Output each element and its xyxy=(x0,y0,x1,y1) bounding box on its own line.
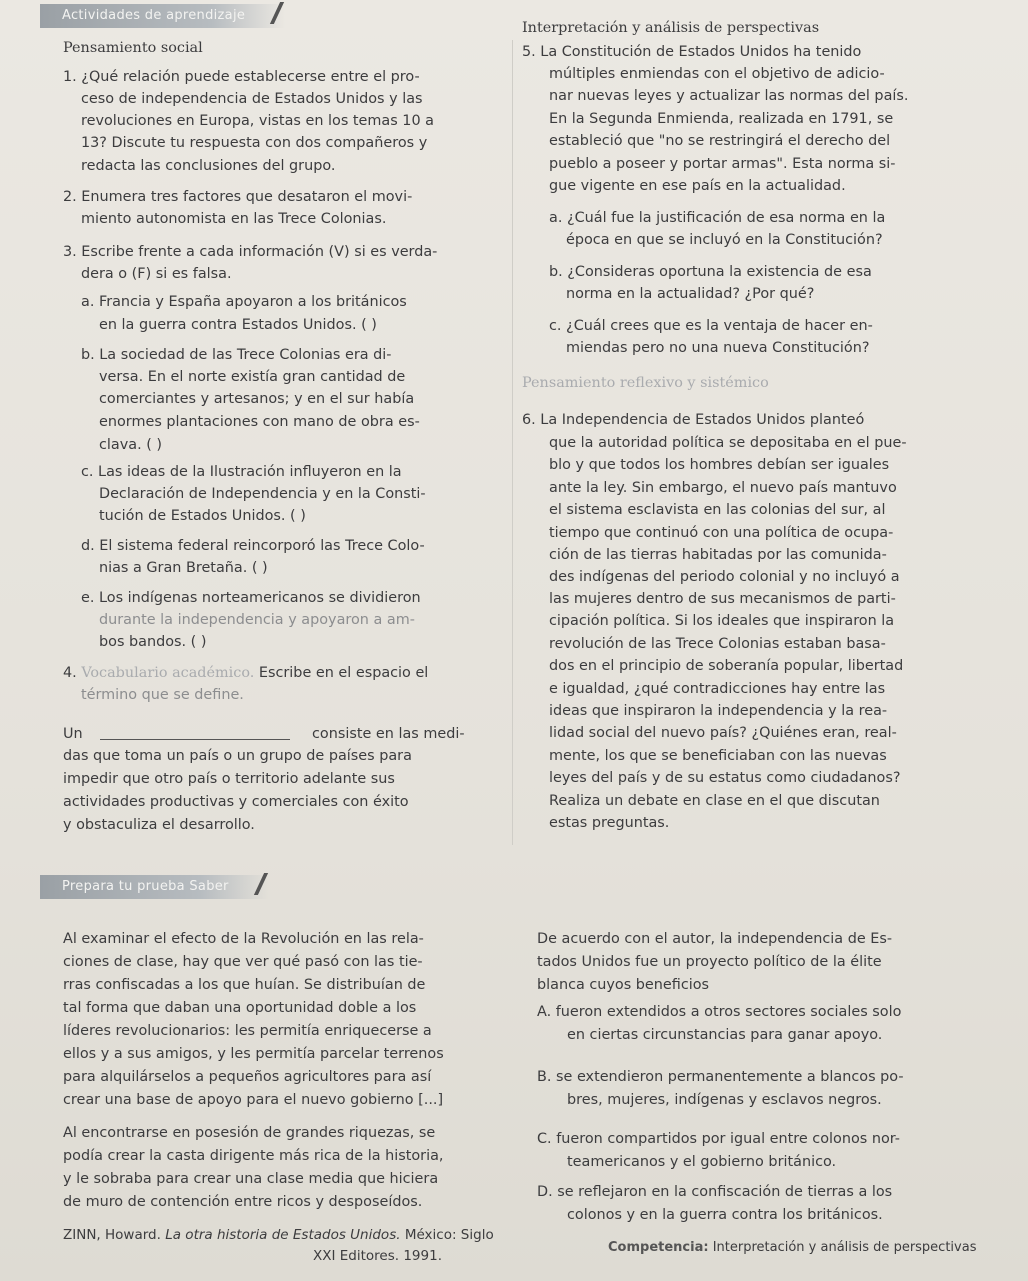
saber-banner-title: Prepara tu prueba Saber xyxy=(62,879,229,894)
option-a-line: A. fueron extendidos a otros sectores sociales solo xyxy=(537,1004,902,1020)
q6-line: estas preguntas. xyxy=(549,815,670,831)
q5b-line: norma en la actualidad? ¿Por qué? xyxy=(566,286,815,302)
q3b-line: comerciantes y artesanos; y en el sur había xyxy=(99,391,415,407)
q3d-line: nias a Gran Bretaña. ( ) xyxy=(99,560,268,576)
passage-line: podía crear la casta dirigente más rica de la historia, xyxy=(63,1148,444,1164)
q4-def-line: y obstaculiza el desarrollo. xyxy=(63,817,255,833)
q3c-line: c. Las ideas de la Ilustración influyeron en la xyxy=(81,464,402,480)
competencia-label: Competencia: xyxy=(608,1240,709,1255)
option-c-line: teamericanos y el gobierno británico. xyxy=(567,1154,837,1170)
activities-banner-title: Actividades de aprendizaje xyxy=(62,8,246,23)
q6-line: tiempo que continuó con una política de ocupa- xyxy=(549,525,894,541)
q4-title: Vocabulario académico. xyxy=(81,665,255,681)
q6-line: ción de las tierras habitadas por las comunida- xyxy=(549,547,887,563)
q4-heading xyxy=(63,665,428,682)
q5-line: En la Segunda Enmienda, realizada en 1791, se xyxy=(549,111,894,127)
q5-line: nar nuevas leyes y actualizar las normas del país. xyxy=(549,88,909,104)
question-line: blanca cuyos beneficios xyxy=(537,977,710,993)
passage-line: líderes revolucionarios: les permitía enriquecerse a xyxy=(63,1023,432,1039)
passage-line: tal forma que daban una oportunidad doble a los xyxy=(63,1000,417,1016)
q6-line: des indígenas del periodo colonial y no incluyó a xyxy=(549,569,900,585)
column-divider xyxy=(512,40,513,845)
q4-def-line: Un xyxy=(63,726,83,742)
q3b-line: enormes plantaciones con mano de obra es- xyxy=(99,414,420,430)
q3b-line: versa. En el norte existía gran cantidad de xyxy=(99,369,406,385)
activities-banner xyxy=(40,4,285,28)
question-line: De acuerdo con el autor, la independencia de Es- xyxy=(537,931,893,947)
q1-line: redacta las conclusiones del grupo. xyxy=(81,158,336,174)
q6-line: revolución de las Trece Colonias estaban basa- xyxy=(549,636,886,652)
q2-line: 2. Enumera tres factores que desataron el movi- xyxy=(63,189,413,205)
q6-line: ante la ley. Sin embargo, el nuevo país mantuvo xyxy=(549,480,897,496)
q1-line: ceso de independencia de Estados Unidos y las xyxy=(81,91,423,107)
q6-line: lidad social del nuevo país? ¿Quiénes eran, real- xyxy=(549,725,897,741)
citation-line-2: XXI Editores. 1991. xyxy=(313,1248,442,1264)
q5a-line: época en que se incluyó en la Constitución? xyxy=(566,232,883,248)
passage-line: de muro de contención entre ricos y desposeídos. xyxy=(63,1194,423,1210)
q6-line: ideas que inspiraron la independencia y la rea- xyxy=(549,703,888,719)
q5-line: pueblo a poseer y portar armas". Esta norma si- xyxy=(549,156,896,172)
q3e-line: e. Los indígenas norteamericanos se dividieron xyxy=(81,590,421,606)
q4-instruction: Escribe en el espacio el xyxy=(258,665,429,681)
q3a-line: en la guerra contra Estados Unidos. ( ) xyxy=(99,317,377,333)
q3b-line: b. La sociedad de las Trece Colonias era di- xyxy=(81,347,392,363)
option-b-line: bres, mujeres, indígenas y esclavos negros. xyxy=(567,1092,882,1108)
q3-line: dera o (F) si es falsa. xyxy=(81,266,232,282)
q6-line: mente, los que se beneficiaban con las nuevas xyxy=(549,748,887,764)
q1-line: 13? Discute tu respuesta con dos compañeros y xyxy=(81,135,428,151)
q5-line: múltiples enmiendas con el objetivo de adicio- xyxy=(549,66,885,82)
q5-line: estableció que "no se restringirá el derecho del xyxy=(549,133,891,149)
q4-def-line: consiste en las medi- xyxy=(312,726,465,742)
q1-line: 1. ¿Qué relación puede establecerse entre el pro- xyxy=(63,69,420,85)
q6-line: dos en el principio de soberanía popular, libertad xyxy=(549,658,904,674)
banner-slash-icon xyxy=(270,2,284,24)
passage-line: Al examinar el efecto de la Revolución en las rela- xyxy=(63,931,424,947)
q6-line: cipación política. Si los ideales que inspiraron la xyxy=(549,613,895,629)
option-c-line: C. fueron compartidos por igual entre colonos nor- xyxy=(537,1131,900,1147)
competencia-value: Interpretación y análisis de perspectivas xyxy=(712,1240,977,1255)
q3d-line: d. El sistema federal reincorporó las Trece Colo- xyxy=(81,538,425,554)
passage-line: para alquilárselos a pequeños agricultores para así xyxy=(63,1069,432,1085)
q4-def-line: actividades productivas y comerciales con éxito xyxy=(63,794,409,810)
q4-line: término que se define. xyxy=(81,687,244,703)
competencia-line xyxy=(608,1239,976,1256)
citation xyxy=(63,1227,494,1244)
section-title-pensamiento-social: Pensamiento social xyxy=(63,40,203,56)
q6-line: que la autoridad política se depositaba en el pue- xyxy=(549,435,907,451)
q6-line: e igualdad, ¿qué contradicciones hay entre las xyxy=(549,681,886,697)
q5-line: 5. La Constitución de Estados Unidos ha tenido xyxy=(522,44,862,60)
q4-def-line: das que toma un país o un grupo de países para xyxy=(63,748,412,764)
option-d-line: D. se reflejaron en la confiscación de tierras a los xyxy=(537,1184,893,1200)
q3a-line: a. Francia y España apoyaron a los británicos xyxy=(81,294,407,310)
passage-line: y le sobraba para crear una clase media que hiciera xyxy=(63,1171,439,1187)
citation-publisher: México: Siglo xyxy=(404,1227,494,1243)
q5c-line: c. ¿Cuál crees que es la ventaja de hacer en- xyxy=(549,318,873,334)
q6-line: el sistema esclavista en las colonias del sur, al xyxy=(549,502,886,518)
passage-line: crear una base de apoyo para el nuevo gobierno [...] xyxy=(63,1092,444,1108)
q6-line: las mujeres dentro de sus mecanismos de parti- xyxy=(549,591,896,607)
q6-line: 6. La Independencia de Estados Unidos planteó xyxy=(522,412,865,428)
banner-slash-icon xyxy=(254,873,268,895)
passage-line: Al encontrarse en posesión de grandes riquezas, se xyxy=(63,1125,436,1141)
option-d-line: colonos y en la guerra contra los británicos. xyxy=(567,1207,883,1223)
q4-blank-input[interactable] xyxy=(100,739,290,740)
question-line: tados Unidos fue un proyecto político de la élite xyxy=(537,954,882,970)
q1-line: revoluciones en Europa, vistas en los temas 10 a xyxy=(81,113,434,129)
q3c-line: tución de Estados Unidos. ( ) xyxy=(99,508,306,524)
q5b-line: b. ¿Consideras oportuna la existencia de esa xyxy=(549,264,872,280)
q4-def-line: impedir que otro país o territorio adelante sus xyxy=(63,771,395,787)
q6-line: Realiza un debate en clase en el que discutan xyxy=(549,793,880,809)
q5a-line: a. ¿Cuál fue la justificación de esa norma en la xyxy=(549,210,886,226)
q3e-line: bos bandos. ( ) xyxy=(99,634,207,650)
passage-line: ciones de clase, hay que ver qué pasó con las tie- xyxy=(63,954,423,970)
q3-line: 3. Escribe frente a cada información (V) si es verda- xyxy=(63,244,438,260)
q3e-line: durante la independencia y apoyaron a am- xyxy=(99,612,415,628)
section-title-pensamiento-reflexivo: Pensamiento reflexivo y sistémico xyxy=(522,375,769,391)
q6-line: blo y que todos los hombres debían ser iguales xyxy=(549,457,890,473)
option-a-line: en ciertas circunstancias para ganar apoyo. xyxy=(567,1027,883,1043)
option-b-line: B. se extendieron permanentemente a blancos po- xyxy=(537,1069,904,1085)
section-title-interpretacion: Interpretación y análisis de perspectivas xyxy=(522,20,820,36)
passage-line: rras confiscadas a los que huían. Se distribuían de xyxy=(63,977,426,993)
q3c-line: Declaración de Independencia y en la Consti- xyxy=(99,486,426,502)
citation-title: La otra historia de Estados Unidos. xyxy=(165,1227,401,1243)
q3b-line: clava. ( ) xyxy=(99,437,163,453)
citation-author: ZINN, Howard. xyxy=(63,1227,161,1243)
q4-number: 4. xyxy=(63,665,77,681)
q6-line: leyes del país y de su estatus como ciudadanos? xyxy=(549,770,901,786)
q5-line: gue vigente en ese país en la actualidad. xyxy=(549,178,846,194)
passage-line: ellos y a sus amigos, y les permitía parcelar terrenos xyxy=(63,1046,444,1062)
q2-line: miento autonomista en las Trece Colonias. xyxy=(81,211,387,227)
saber-banner xyxy=(40,875,269,899)
q5c-line: miendas pero no una nueva Constitución? xyxy=(566,340,870,356)
